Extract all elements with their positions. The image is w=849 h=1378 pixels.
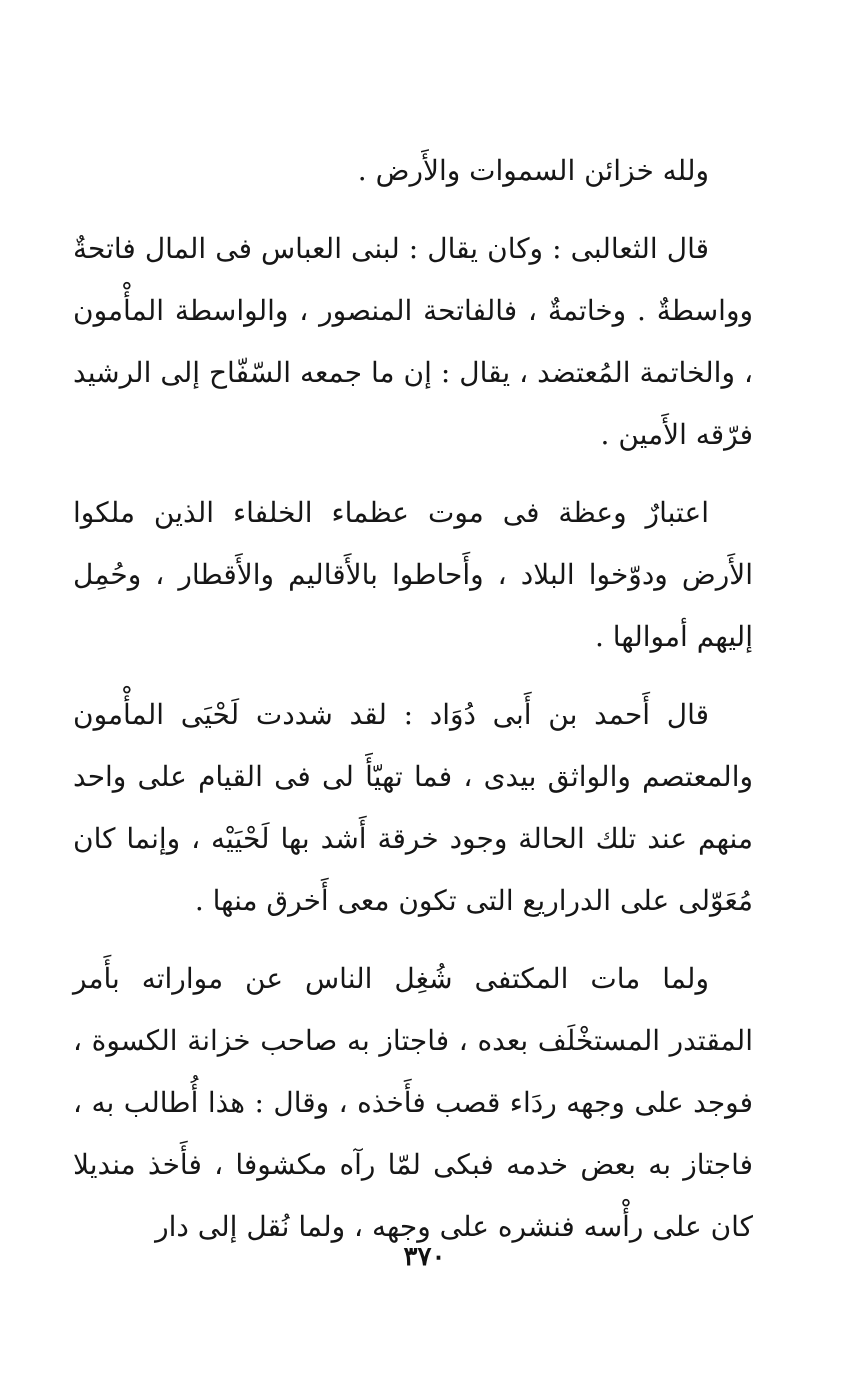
paragraph-2: قال الثعالبى : وكان يقال : لبنى العباس فى المال فاتحةٌ وواسطةٌ . وخاتمةٌ ، فالفاتحة المنصور ، والواسطة المأْمون ، والخاتمة المُعتضد ، يقال : إن ما جمعه السّفّاح إلى الرشيد فرّقه الأَمين . xyxy=(73,232,753,451)
paragraph-4: قال أَحمد بن أَبى دُوَاد : لقد شددت لَحْيَى المأْمون والمعتصم والواثق بيدى ، فما تهيّأَ لى فى القيام على واحد منهم عند تلك الحالة وجود خرقة أَشد بها لَحْيَيْه ، وإنما كان مُعَوّلى على الدراريع التى تكون معى أَخرق منها . xyxy=(73,698,753,917)
paragraph-1: ولله خزائن السموات والأَرض . xyxy=(357,154,709,187)
page-body-text xyxy=(73,140,753,1274)
paragraph-5: ولما مات المكتفى شُغِل الناس عن مواراته بأَمر المقتدر المستخْلَف بعده ، فاجتاز به صاحب خزانة الكسوة ، فوجد على وجهه ردَاء قصب فأَخذه ، وقال : هذا أُطالب به ، فاجتاز به بعض خدمه فبكى لمّا رآه مكشوفا ، فأَخذ منديلا كان على رأْسه فنشره على وجهه ، ولما نُقل إلى دار xyxy=(73,962,753,1243)
page-number: ٣٧٠ xyxy=(403,1242,446,1272)
paragraph-3: اعتبارٌ وعظة فى موت عظماء الخلفاء الذين ملكوا الأَرض ودوّخوا البلاد ، وأَحاطوا بالأَقاليم والأَقطار ، وحُمِل إليهم أموالها . xyxy=(73,496,753,653)
